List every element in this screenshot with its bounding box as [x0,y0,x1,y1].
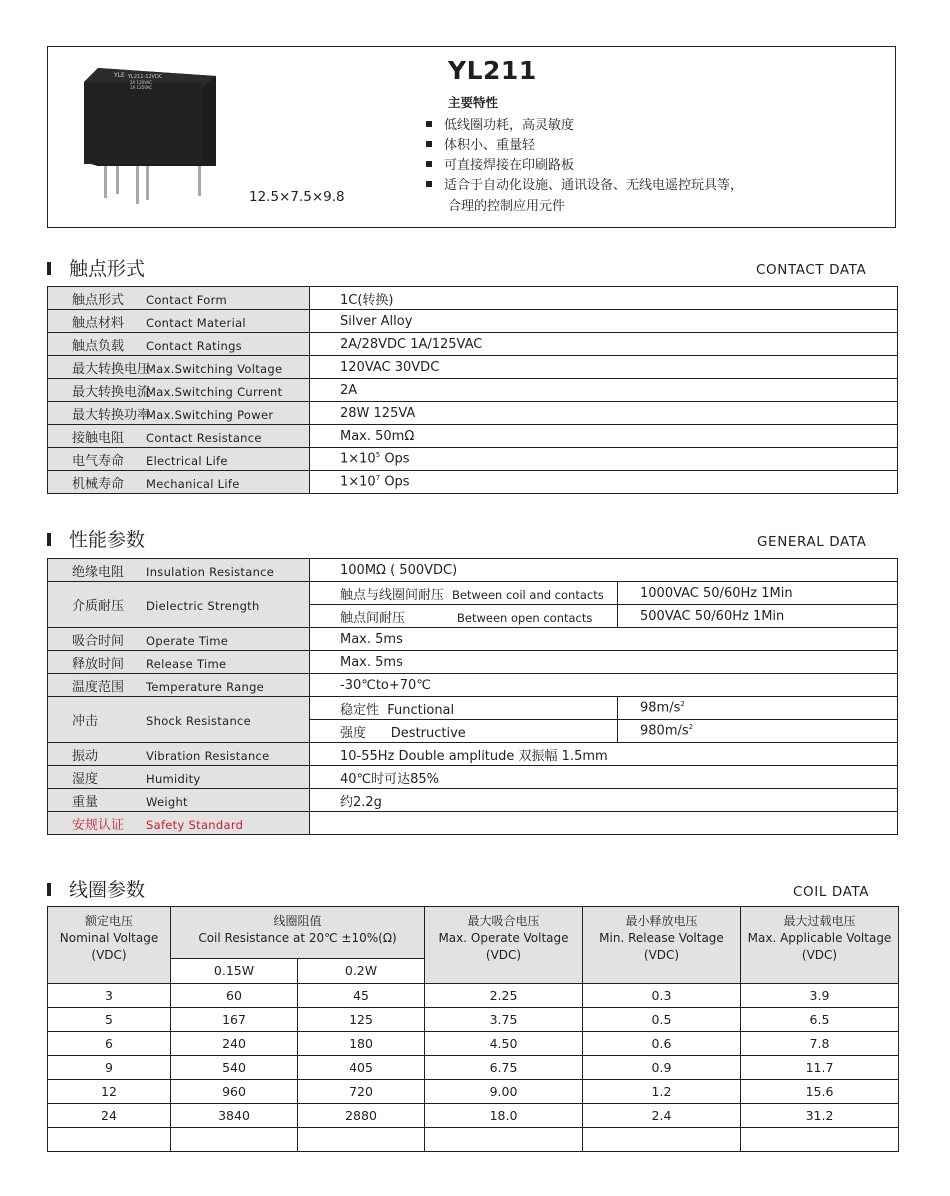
general-section-title-en: GENERAL DATA [757,534,867,550]
section-marker-icon [47,533,51,546]
table-row: 湿度 Humidity 40℃时可达85% [48,766,898,789]
header-applicable-voltage: 最大过载电压 Max. Applicable Voltage (VDC) [741,907,899,984]
relay-label-line-1: YL211-12VDC [128,74,163,80]
table-row: 绝缘电阻 Insulation Resistance 100MΩ ( 500VDC) [48,559,898,582]
table-row: 触点间耐压 Between open contacts 500VAC 50/60Hz 1Min [48,605,898,628]
section-marker-icon [47,883,51,896]
relay-image [80,66,220,206]
contact-section-title-en: CONTACT DATA [756,262,867,278]
bullet-square-icon [426,141,432,147]
table-row: 吸合时间 Operate Time Max. 5ms [48,628,898,651]
bullet-square-icon [426,181,432,187]
table-row: 冲击 Shock Resistance 稳定性 Functional $98m/s^2$ [48,697,898,720]
table-row: 电气寿命 Electrical Life $1\times 10^5$ Ops [48,448,898,471]
table-row [48,1128,899,1152]
header-release-voltage: 最小释放电压 Min. Release Voltage (VDC) [583,907,741,984]
table-row: 24 3840 2880 18.0 2.4 31.2 [48,1104,899,1128]
relay-label-line-3: 1A 125VAC [130,85,153,90]
header-power-0-15w: 0.15W [171,958,298,983]
contact-data-table [47,286,898,494]
table-row: 6 240 180 4.50 0.6 7.8 [48,1032,899,1056]
table-row: 最大转换电流Max.Switching Current 2A [48,379,898,402]
bullet-square-icon [426,121,432,127]
table-row: 9 540 405 6.75 0.9 11.7 [48,1056,899,1080]
feature-item: 可直接焊接在印刷路板 [426,154,574,173]
table-row: 触点负载 Contact Ratings 2A/28VDC 1A/125VAC [48,333,898,356]
header-nominal-voltage: 额定电压 Nominal Voltage (VDC) [48,907,171,984]
table-row: 温度范围 Temperature Range -30℃to+70℃ [48,674,898,697]
table-row: 机械寿命 Mechanical Life $1\times 10^7$ Ops [48,471,898,494]
table-row: 12 960 720 9.00 1.2 15.6 [48,1080,899,1104]
features-title: 主要特性 [448,95,499,110]
table-row: 安规认证 Safety Standard [48,812,898,835]
table-row: 释放时间 Release Time Max. 5ms [48,651,898,674]
feature-item-continued: 合理的控制应用元件 [448,199,566,214]
feature-item: 低线圈功耗，高灵敏度 [426,114,574,133]
table-row: 重量 Weight 约2.2g [48,789,898,812]
contact-section-title: 触点形式 [47,254,145,281]
general-section-title: 性能参数 [47,525,145,552]
relay-label-line-2: 2A 120VAC [130,80,153,85]
model-title: YL211 [448,56,537,85]
header-coil-resistance: 线圈阻值 Coil Resistance at 20℃ ±10%(Ω) [171,907,425,959]
dimensions-label: 12.5×7.5×9.8 [249,189,345,205]
table-row: 最大转换电压Max.Switching Voltage 120VAC 30VDC [48,356,898,379]
table-header-row [48,907,899,959]
coil-data-table [47,906,899,1152]
table-row: 接触电阻 Contact Resistance Max. 50mΩ [48,425,898,448]
table-row: 3 60 45 2.25 0.3 3.9 [48,984,899,1008]
feature-item: 体积小、重量轻 [426,134,535,153]
table-row: 振动 Vibration Resistance 10-55Hz Double amplitude 双振幅 1.5mm [48,743,898,766]
table-row: 触点形式 Contact Form 1C(转换) [48,287,898,310]
relay-label-line-0: YLE [114,72,125,79]
general-data-table [47,558,898,835]
table-row: 最大转换功率Max.Switching Power 28W 125VA [48,402,898,425]
feature-item: 适合于自动化设施、通讯设备、无线电遥控玩具等， [426,174,743,193]
table-row: 触点材料 Contact Material Silver Alloy [48,310,898,333]
coil-section-title-en: COIL DATA [793,884,870,900]
section-marker-icon [47,262,51,275]
table-row: 介质耐压 Dielectric Strength 触点与线圈间耐压 Between coil and contacts 1000VAC 50/60Hz 1Min [48,582,898,605]
coil-section-title: 线圈参数 [47,875,145,902]
header-power-0-2w: 0.2W [298,958,425,983]
header-operate-voltage: 最大吸合电压 Max. Operate Voltage (VDC) [425,907,583,984]
table-row: 强度 Destructive $980m/s^2$ [48,720,898,743]
table-row: 5 167 125 3.75 0.5 6.5 [48,1008,899,1032]
bullet-square-icon [426,161,432,167]
